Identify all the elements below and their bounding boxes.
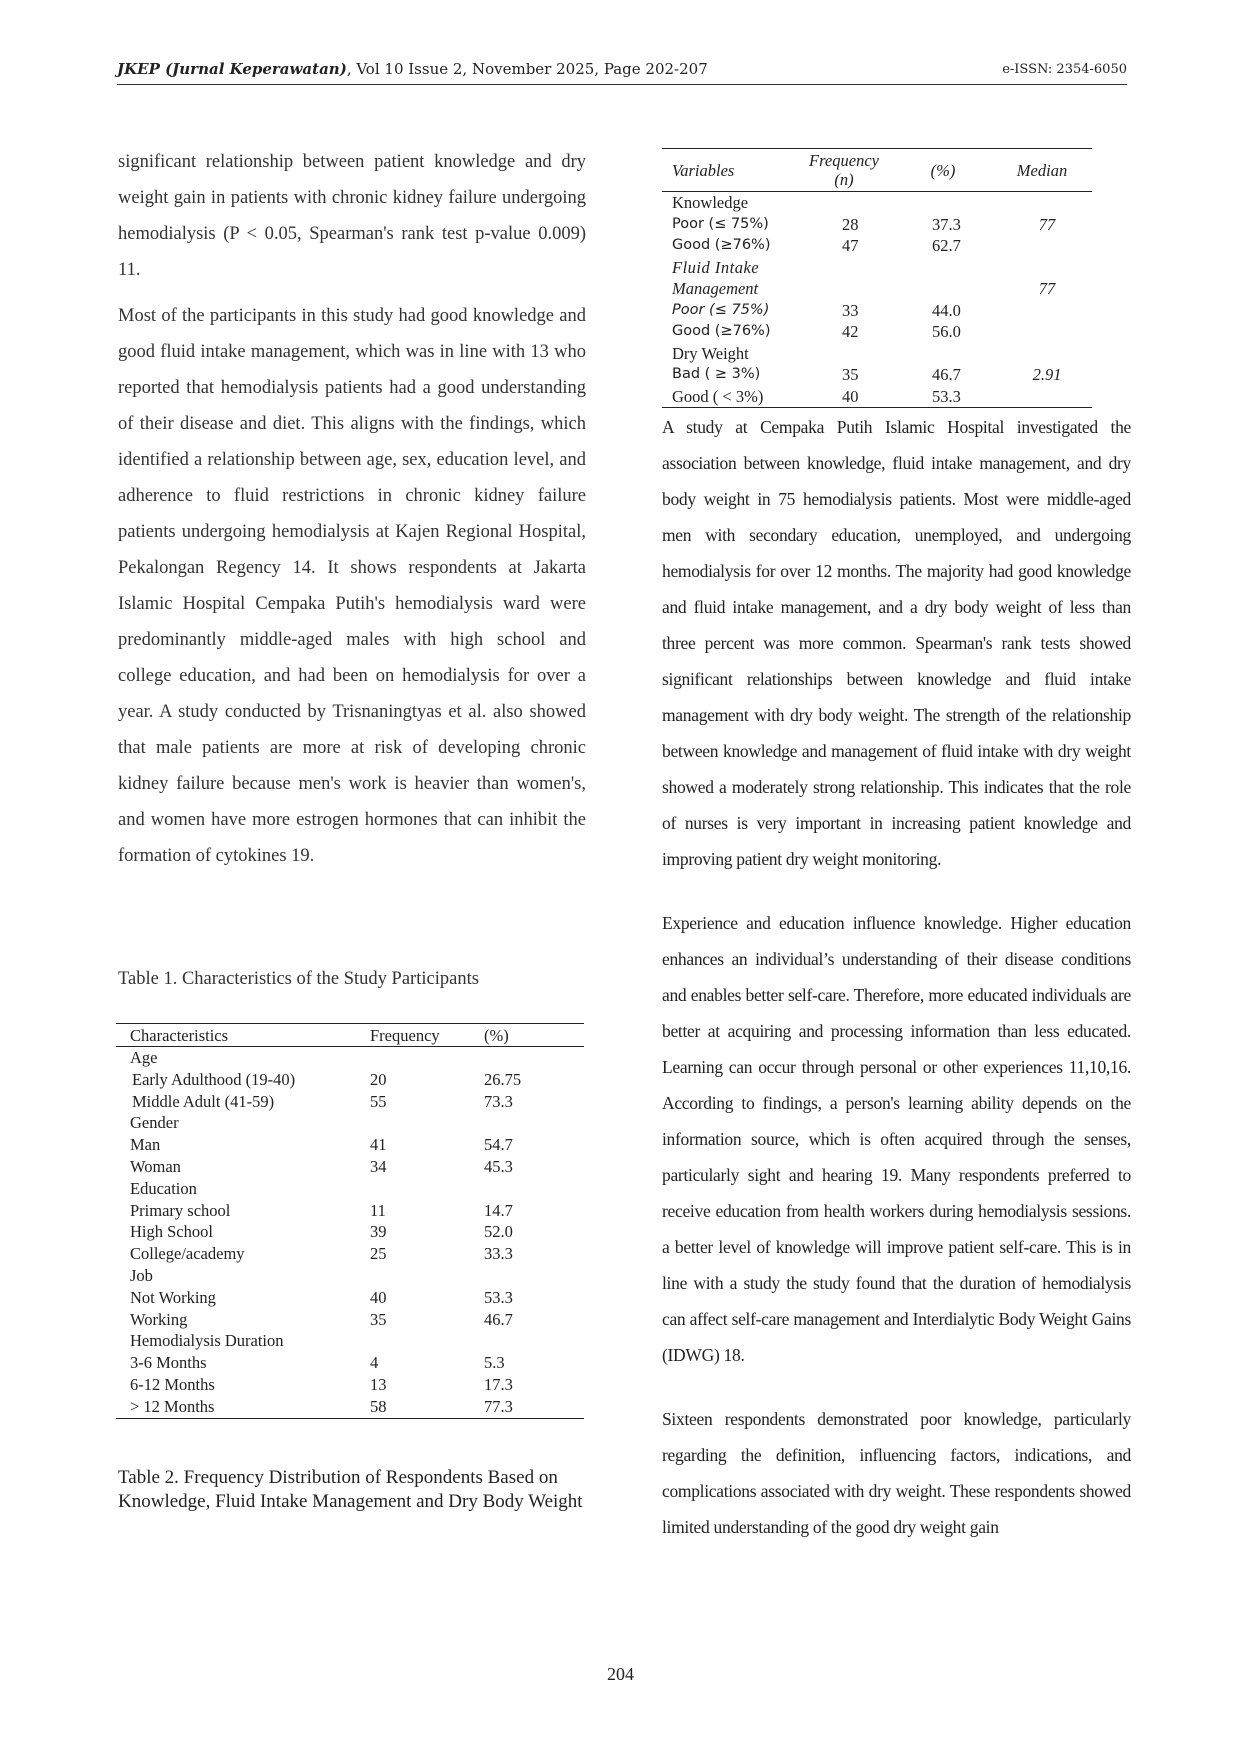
table-cell: 77 xyxy=(1038,214,1056,234)
table-cell: Good (≥76%) xyxy=(672,237,771,253)
table-cell: 26.75 xyxy=(484,1069,522,1089)
table-cell: 25 xyxy=(370,1244,387,1264)
table-cell: Man xyxy=(130,1135,161,1155)
table-cell: 35 xyxy=(842,365,859,384)
table-cell: Education xyxy=(130,1178,197,1198)
table-row xyxy=(116,1352,584,1374)
table-cell: Good (≥76%) xyxy=(672,323,771,339)
table-cell: 3-6 Months xyxy=(130,1353,207,1373)
table-cell: 20 xyxy=(370,1069,387,1089)
table-cell: 17.3 xyxy=(484,1374,513,1394)
table-cell: Poor (≤ 75%) xyxy=(672,301,770,318)
table-cell: 2.91 xyxy=(1032,365,1062,384)
table2-caption: Table 2. Frequency Distribution of Respondents Based on Knowledge, Fluid Intake Management and Dry Body Weight xyxy=(118,1467,583,1512)
column-header: Frequency xyxy=(370,1026,440,1045)
table-row xyxy=(116,1396,584,1418)
table-row xyxy=(116,1134,584,1156)
table-cell: Early Adulthood (19-40) xyxy=(132,1069,296,1089)
table-cell: Working xyxy=(130,1309,188,1329)
table-row xyxy=(662,321,1092,343)
table-row xyxy=(662,192,1092,214)
table-cell: 33 xyxy=(842,300,859,320)
table-row xyxy=(662,278,1092,300)
table-row xyxy=(662,364,1092,386)
table-cell xyxy=(470,1047,584,1069)
table-cell: Management xyxy=(672,279,759,298)
table-cell: 56.0 xyxy=(932,322,961,341)
table-cell: High School xyxy=(130,1222,213,1242)
table-cell xyxy=(470,1330,584,1352)
table-row xyxy=(116,1069,584,1091)
table-row xyxy=(662,343,1092,365)
table-row xyxy=(116,1243,584,1265)
table-cell: 53.3 xyxy=(932,386,961,406)
table-cell: 40 xyxy=(370,1287,387,1307)
table-cell: 62.7 xyxy=(932,236,961,255)
table-cell xyxy=(470,1178,584,1200)
journal-issue: , Vol 10 Issue 2, November 2025, Page 202-207 xyxy=(346,60,708,78)
table-cell: Good ( < 3%) xyxy=(672,386,764,406)
table-cell: 41 xyxy=(370,1135,387,1155)
table-cell: 40 xyxy=(842,386,859,406)
table-cell: Hemodialysis Duration xyxy=(130,1331,284,1351)
table-cell: Not Working xyxy=(130,1287,216,1307)
table-cell: 35 xyxy=(370,1309,387,1329)
table-cell: 47 xyxy=(842,236,859,255)
table-row xyxy=(116,1287,584,1309)
table-cell xyxy=(356,1178,470,1200)
table-row xyxy=(116,1112,584,1134)
table-cell: 54.7 xyxy=(484,1135,513,1155)
table-cell: 13 xyxy=(370,1374,387,1394)
table-header-row xyxy=(662,149,1092,192)
table-cell xyxy=(356,1112,470,1134)
column-header: (%) xyxy=(484,1026,509,1045)
table-row xyxy=(116,1047,584,1069)
table-cell xyxy=(356,1047,470,1069)
table-cell: 77 xyxy=(1038,279,1056,298)
table-row xyxy=(116,1200,584,1222)
table-cell: 45.3 xyxy=(484,1156,513,1176)
table-cell: Woman xyxy=(130,1156,181,1176)
table-cell: 58 xyxy=(370,1396,387,1416)
table-row xyxy=(116,1309,584,1331)
table-cell: 5.3 xyxy=(484,1353,505,1373)
table-cell: Fluid Intake xyxy=(672,257,760,277)
table-cell: 53.3 xyxy=(484,1287,513,1307)
table-cell: Job xyxy=(130,1265,153,1285)
column-header: Characteristics xyxy=(130,1026,229,1045)
column-header: Variables xyxy=(672,160,735,180)
journal-citation xyxy=(117,60,708,78)
table-cell: Age xyxy=(130,1048,158,1067)
table-cell: 77.3 xyxy=(484,1396,513,1416)
table-cell: 44.0 xyxy=(932,300,961,320)
table-cell: 28 xyxy=(842,214,859,234)
table-cell: Dry Weight xyxy=(672,343,749,363)
page-number: 204 xyxy=(607,1664,634,1684)
table-cell: 39 xyxy=(370,1222,387,1242)
table-row xyxy=(116,1156,584,1178)
table-cell: 73.3 xyxy=(484,1091,513,1111)
table-row xyxy=(116,1265,584,1287)
paragraph: A study at Cempaka Putih Islamic Hospital investigated the association between knowledge, fluid intake management, and dry body weight in 75 hemodialysis patients. Most were middle-aged men with secondary education, unemployed, and undergoing hemodialysis for over 12 months. The majority had good knowledge and fluid intake management, and a dry body weight of less than three percent was more common. Spearman's rank tests showed significant relationships between knowledge and fluid intake management with dry body weight. The strength of the relationship between knowledge and management of fluid intake with dry weight showed a moderately strong relationship. This indicates that the role of nurses is very important in increasing patient knowledge and improving patient dry weight monitoring. xyxy=(662,417,1131,869)
table-header-row xyxy=(116,1024,584,1047)
column-header: Frequency (n) xyxy=(809,151,879,189)
running-header xyxy=(117,58,1127,85)
table-row xyxy=(662,257,1092,279)
table-cell: 6-12 Months xyxy=(130,1374,215,1394)
table1 xyxy=(116,1023,584,1419)
table-cell: Poor (≤ 75%) xyxy=(672,215,769,232)
table-cell: > 12 Months xyxy=(130,1396,215,1416)
table-cell: 52.0 xyxy=(484,1222,513,1242)
paragraph: significant relationship between patient knowledge and dry weight gain in patients with chronic kidney failure undergoing hemodialysis (P < 0.05, Spearman's rank test p-value 0.009) 11. xyxy=(118,152,586,280)
table-cell: 55 xyxy=(370,1091,387,1111)
table-cell xyxy=(356,1265,470,1287)
eissn: e-ISSN: 2354-6050 xyxy=(1002,62,1127,77)
table1-caption: Table 1. Characteristics of the Study Participants xyxy=(118,969,479,989)
right-column xyxy=(662,409,1131,1573)
table-cell: Gender xyxy=(130,1113,179,1133)
table-cell: Middle Adult (41-59) xyxy=(132,1091,275,1111)
left-column xyxy=(118,144,586,884)
table-cell: 42 xyxy=(842,322,859,341)
paragraph: Most of the participants in this study had good knowledge and good fluid intake management, which was in line with 13 who reported that hemodialysis patients had a good understanding of their disease and diet. This aligns with the findings, which identified a relationship between age, sex, education level, and adherence to fluid restrictions in chronic kidney failure patients undergoing hemodialysis at Kajen Regional Hospital, Pekalongan Regency 14. It shows respondents at Jakarta Islamic Hospital Cempaka Putih's hemodialysis ward were predominantly middle-aged males with high school and college education, and had been on hemodialysis for over a year. A study conducted by Trisnaningtyas et al. also showed that male patients are more at risk of developing chronic kidney failure because men's work is heavier than women's, and women have more estrogen hormones that can inhibit the formation of cytokines 19. xyxy=(118,306,586,866)
table-row xyxy=(116,1221,584,1243)
table-row xyxy=(116,1178,584,1200)
paragraph: Experience and education influence knowledge. Higher education enhances an individual’s understanding of their disease conditions and enables better self-care. Therefore, more educated individuals are better at acquiring and processing information than less educated. Learning can occur through personal or other experiences 11,10,16. According to findings, a person's learning ability depends on the information source, which is often acquired through the senses, particularly sight and hearing 19. Many respondents preferred to receive education from health workers during hemodialysis sessions. a better level of knowledge will improve patient self-care. This is in line with a study the study found that the duration of hemodialysis can affect self-care management and Interdialytic Body Weight Gains (IDWG) 18. xyxy=(662,913,1131,1365)
table-cell: Knowledge xyxy=(672,193,749,212)
table-row xyxy=(116,1330,584,1352)
table-cell: 11 xyxy=(370,1200,386,1220)
table-row xyxy=(662,386,1092,408)
table-cell: Primary school xyxy=(130,1200,231,1220)
table-cell: College/academy xyxy=(130,1244,245,1264)
journal-name: JKEP (Jurnal Keperawatan) xyxy=(117,60,347,78)
table-cell: 46.7 xyxy=(484,1309,513,1329)
table-cell xyxy=(470,1265,584,1287)
table-row xyxy=(116,1374,584,1396)
column-header: Median xyxy=(1016,160,1068,180)
table-cell: 46.7 xyxy=(932,365,961,384)
table-cell: Bad ( ≥ 3%) xyxy=(672,366,761,382)
table2 xyxy=(662,148,1092,408)
table-cell xyxy=(470,1112,584,1134)
table-cell: 37.3 xyxy=(932,214,961,234)
table-cell: 14.7 xyxy=(484,1200,513,1220)
table-row xyxy=(116,1091,584,1113)
table-row xyxy=(662,235,1092,257)
paragraph: Sixteen respondents demonstrated poor knowledge, particularly regarding the definition, influencing factors, indications, and complications associated with dry weight. These respondents showed limited understanding of the good dry weight gain xyxy=(662,1409,1131,1537)
table-cell: 34 xyxy=(370,1156,387,1176)
table-cell xyxy=(356,1330,470,1352)
table-cell: 33.3 xyxy=(484,1244,513,1264)
column-header: (%) xyxy=(930,160,956,180)
table-cell: 4 xyxy=(370,1353,379,1373)
table-row xyxy=(662,214,1092,236)
